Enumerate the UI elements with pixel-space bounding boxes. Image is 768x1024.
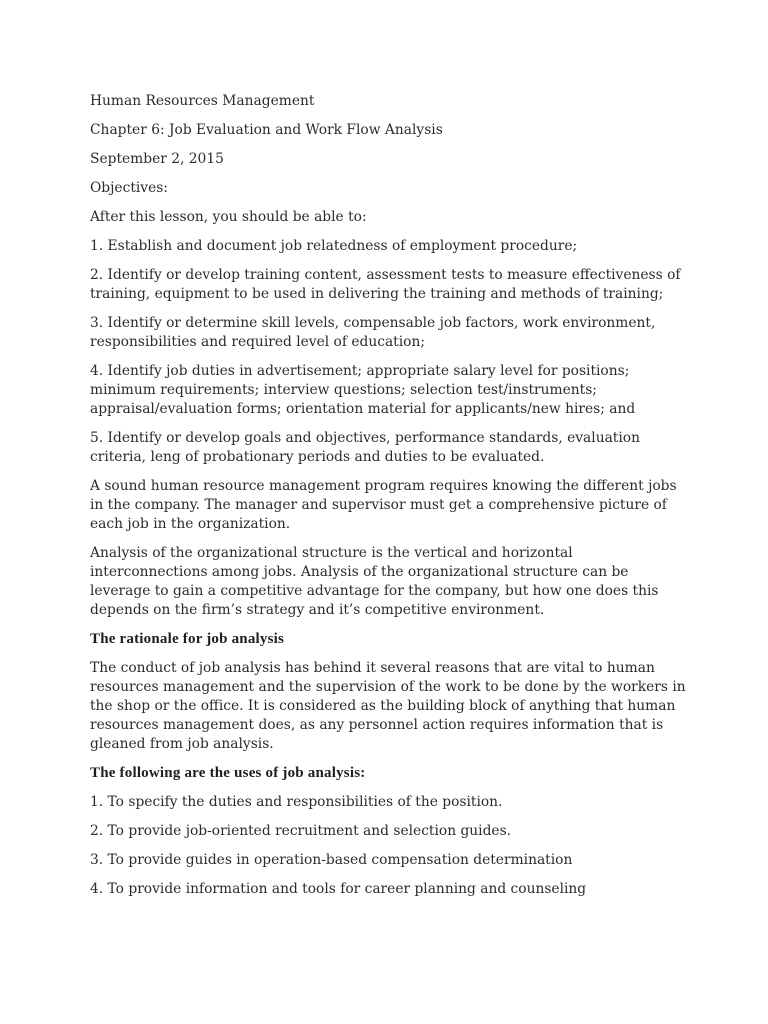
document-body [90,92,690,909]
rationale-heading: The rationale for job analysis [90,631,285,647]
use-item: 4. To provide information and tools for career planning and counseling [90,881,587,897]
paragraph-hr-program: A sound human resource management program requires knowing the different jobs in the company. The manager and supervisor must get a comprehensive picture of each job in the organization. [90,478,677,532]
objective-item: 4. Identify job duties in advertisement; appropriate salary level for positions; minimum requirements; interview questions; selection test/instruments; appraisal/evaluation forms; orientation material for applicants/new hires; and [90,363,636,417]
use-item: 2. To provide job-oriented recruitment and selection guides. [90,823,512,839]
objective-item: 2. Identify or develop training content, assessment tests to measure effectiveness of training, equipment to be used in delivering the training and methods of training; [90,267,681,302]
uses-list [90,793,690,899]
uses-heading: The following are the uses of job analysis: [90,765,366,781]
objectives-label: Objectives: [90,180,168,196]
rationale-paragraph: The conduct of job analysis has behind it several reasons that are vital to human resources management and the supervision of the work to be done by the workers in the shop or the office. It is considered as the building block of anything that human resources management does, as any personnel action requires information that is gleaned from job analysis. [90,660,686,752]
objective-item: 3. Identify or determine skill levels, compensable job factors, work environment, responsibilities and required level of education; [90,315,656,350]
paragraph-org-structure: Analysis of the organizational structure is the vertical and horizontal interconnections among jobs. Analysis of the organizational structure can be leverage to gain a competitive advantage for the company, but how one does this depends on the firm’s strategy and it’s competitive environment. [90,545,659,618]
course-title: Human Resources Management [90,93,315,109]
document-date: September 2, 2015 [90,151,224,167]
use-item: 3. To provide guides in operation-based compensation determination [90,852,573,868]
objectives-list [90,237,690,467]
objectives-intro: After this lesson, you should be able to: [90,209,367,225]
use-item: 1. To specify the duties and responsibilities of the position. [90,794,503,810]
objective-item: 5. Identify or develop goals and objectives, performance standards, evaluation criteria, leng of probationary periods and duties to be evaluated. [90,430,640,465]
chapter-title: Chapter 6: Job Evaluation and Work Flow Analysis [90,122,443,138]
objective-item: 1. Establish and document job relatedness of employment procedure; [90,238,578,254]
